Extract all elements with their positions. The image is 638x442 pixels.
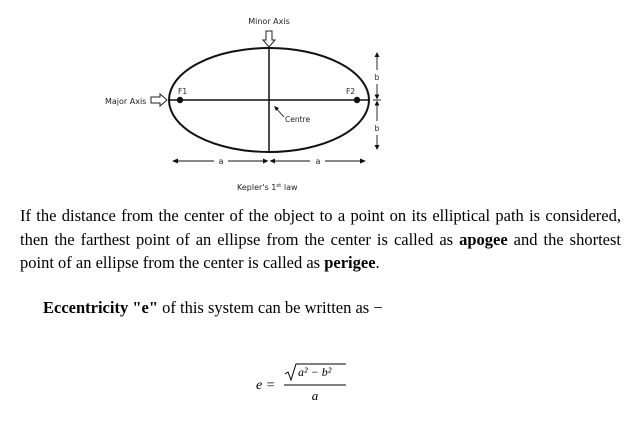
- formula-numerator: a² − b²: [298, 365, 332, 379]
- diagram-caption: Kepler's 1st law: [237, 183, 298, 192]
- minor-axis-label: Minor Axis: [248, 17, 290, 26]
- minor-axis-arrow-icon: [263, 31, 275, 47]
- eccentricity-statement: Eccentricity "e" of this system can be written as −: [43, 298, 383, 317]
- semi-major-right-arrow-icon: [360, 159, 366, 164]
- semi-minor-arrow-down-icon: [375, 145, 380, 150]
- apogee-term: apogee: [459, 229, 508, 249]
- focus-f2-label: F2: [346, 87, 356, 96]
- formula-lhs: e =: [256, 378, 276, 393]
- semi-major-center-right-arrow-icon: [263, 159, 269, 164]
- focus-f2-dot: [354, 97, 360, 103]
- focus-f1-label: F1: [178, 87, 188, 96]
- major-axis-label: Major Axis: [105, 97, 147, 106]
- semi-major-left-label: a: [218, 157, 224, 166]
- kepler-description-paragraph: If the distance from the center of the object to a point on its elliptical path is considered, then the farthest point of an ellipse from the center is called as apogee and the shortest point of an ellipse from the center is called as perigee.: [20, 206, 621, 272]
- perigee-term: perigee: [324, 253, 376, 272]
- semi-minor-arrow-down-mid-icon: [375, 95, 380, 100]
- eccentricity-formula: [254, 362, 364, 412]
- major-axis-arrow-icon: [151, 94, 167, 106]
- centre-label: Centre: [285, 115, 311, 124]
- semi-major-right-label: a: [315, 157, 321, 166]
- kepler-ellipse-diagram: [0, 0, 638, 200]
- semi-minor-label-top: b: [374, 73, 380, 82]
- semi-minor-label-bottom: b: [374, 124, 380, 133]
- formula-denominator: a: [311, 388, 319, 403]
- semi-minor-arrow-up-icon: [375, 52, 380, 57]
- semi-minor-arrow-up-mid-icon: [375, 101, 380, 106]
- eccentricity-term: Eccentricity "e": [43, 298, 158, 317]
- focus-f1-dot: [177, 97, 183, 103]
